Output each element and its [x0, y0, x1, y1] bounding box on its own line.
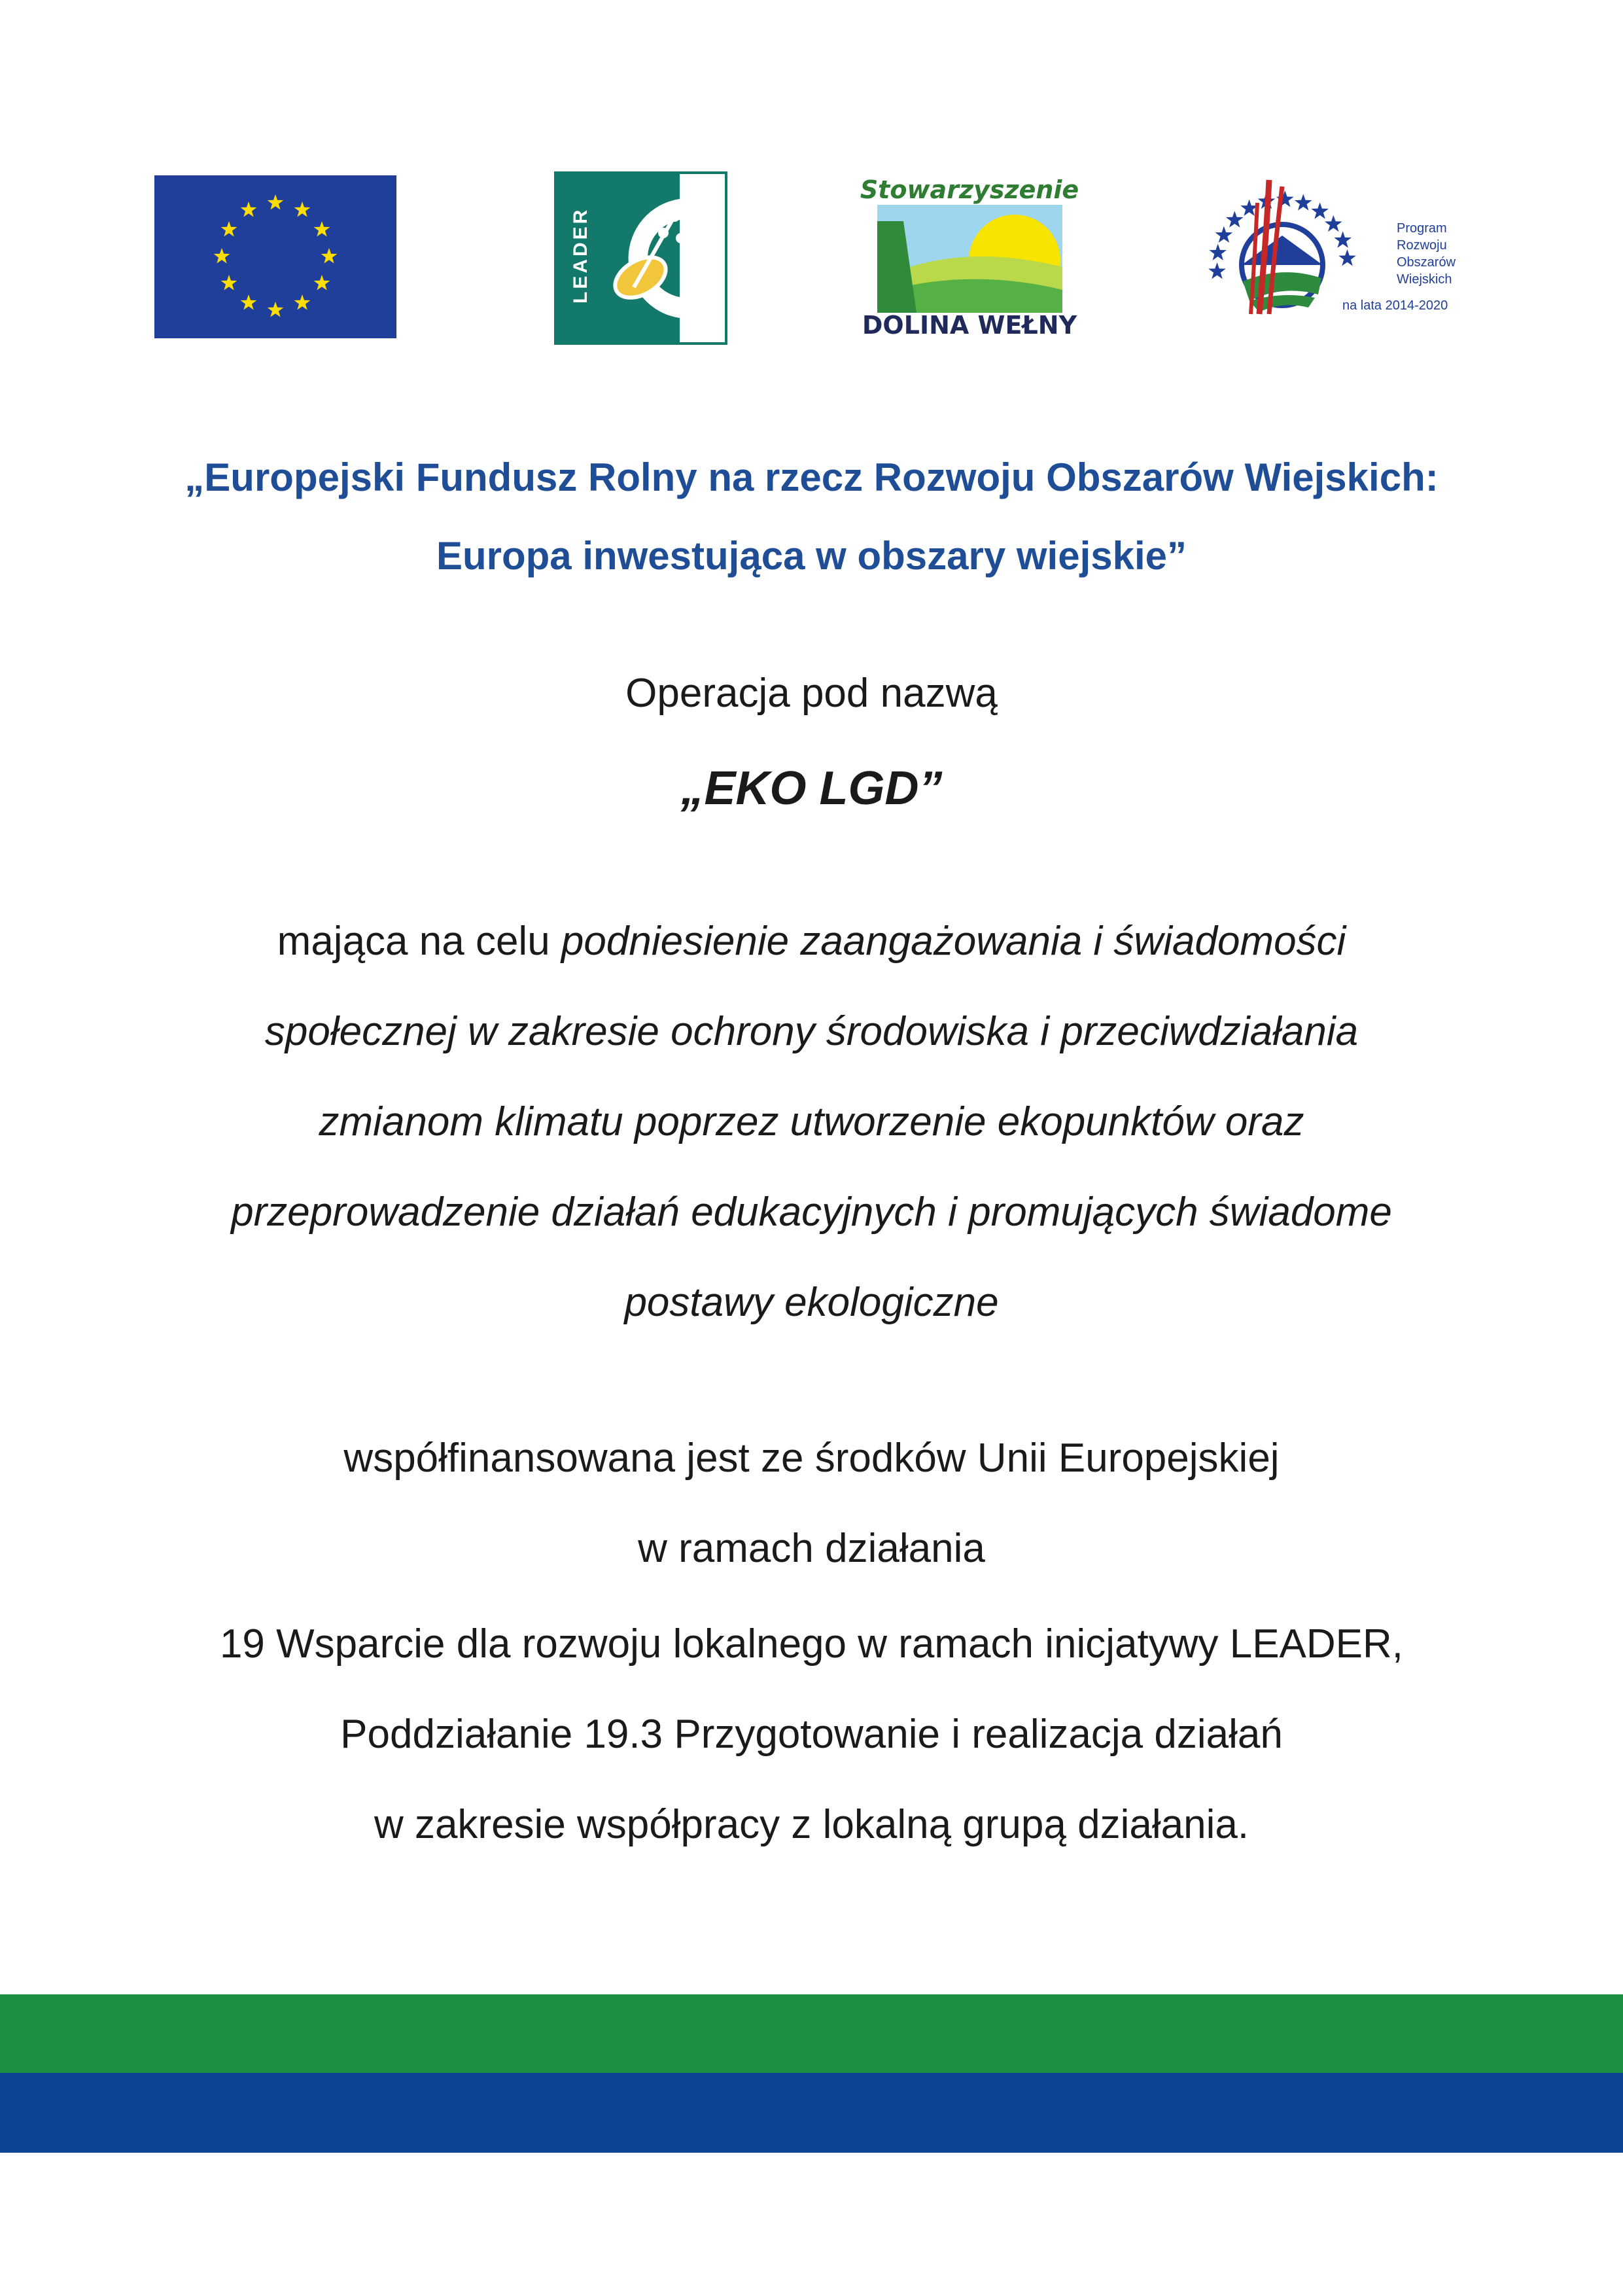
goal-prefix: mająca na celu: [277, 919, 561, 964]
prow-star-icon: [1209, 244, 1227, 260]
goal-line-4: przeprowadzenie działań edukacyjnych i promujących świadome: [231, 1190, 1392, 1235]
operation-name: „EKO LGD”: [680, 762, 943, 815]
goal-line-1: [0, 896, 1623, 987]
prow-star-icon: [1208, 262, 1226, 279]
prow-star-icon: [1226, 211, 1244, 227]
measure-description: [0, 1599, 1623, 1870]
goal-line-1-italic: podniesienie zaangażowania i świadomości: [561, 919, 1346, 964]
footer-blue-band: [0, 2073, 1623, 2153]
goal-line-3: zmianom klimatu poprzez utworzenie ekopunktów oraz: [319, 1099, 1304, 1144]
goal-line-2: społecznej w zakresie ochrony środowiska i przeciwdziałania: [264, 1009, 1359, 1054]
prow-line-3: Obszarów: [1397, 255, 1456, 270]
prow-star-icon: [1338, 249, 1356, 266]
prow-line-1: Program: [1397, 221, 1447, 236]
prow-star-icon: [1311, 202, 1329, 219]
heading-line-2: Europa inwestująca w obszary wiejskie”: [436, 534, 1187, 578]
prow-logo-icon: [1197, 167, 1478, 347]
prow-star-icon: [1325, 215, 1342, 232]
financing-statement: [0, 1413, 1623, 1594]
prow-star-icon: [1334, 231, 1352, 247]
footer-green-band: [0, 1994, 1623, 2073]
program-heading: [0, 438, 1623, 595]
measure-line-2: Poddziałanie 19.3 Przygotowanie i realizacja działań: [340, 1712, 1283, 1757]
prow-star-icon: [1295, 194, 1312, 210]
heading-line-1: „Europejski Fundusz Rolny na rzecz Rozwoju Obszarów Wiejskich:: [184, 455, 1439, 499]
dolina-welny-top-text: Stowarzyszenie: [860, 175, 1079, 204]
prow-line-4: Wiejskich: [1397, 272, 1452, 287]
measure-line-3: w zakresie współpracy z lokalną grupą działania.: [374, 1802, 1249, 1847]
financing-line-2: w ramach działania: [638, 1526, 985, 1571]
financing-line-1: współfinansowana jest ze środków Unii Europejskiej: [343, 1436, 1280, 1481]
goal-line-5: postawy ekologiczne: [624, 1280, 999, 1325]
leader-logo-icon: [555, 173, 726, 344]
prow-line-2: Rozwoju: [1397, 238, 1447, 253]
dolina-welny-bottom-text: DOLINA WEŁNY: [862, 311, 1077, 340]
dolina-welny-logo-icon: [860, 169, 1079, 342]
prow-years: na lata 2014-2020: [1342, 298, 1448, 313]
leader-logo-text: LEADER: [570, 207, 591, 304]
prow-star-icon: [1215, 226, 1233, 243]
operation-label: Operacja pod nazwą: [625, 671, 998, 716]
measure-line-1: 19 Wsparcie dla rozwoju lokalnego w ramach inicjatywy LEADER,: [219, 1621, 1404, 1667]
operation-goal: [0, 896, 1623, 1348]
eu-flag-icon: [154, 175, 396, 338]
